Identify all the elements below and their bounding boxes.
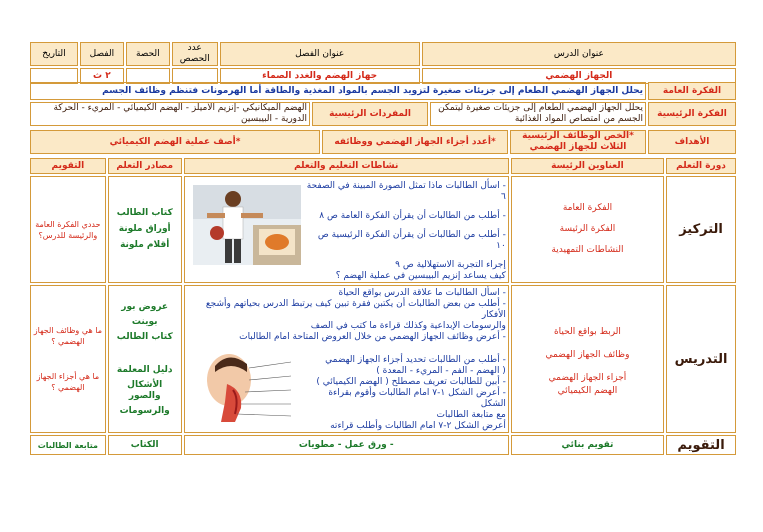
teaching-resources — [108, 285, 182, 433]
focus-activity-3: - أطلب من الطالبات أن يقرأن الفكرة الرئيسية ص ١٠ — [317, 230, 506, 251]
teaching-activity-a3: والرسومات الإبداعية وكذلك قراءة ما كتب في الصف — [310, 321, 506, 331]
stage-evaluation: التقويم — [666, 435, 736, 455]
focus-resources — [108, 176, 182, 283]
focus-heading-3: النشاطات التمهيدية — [551, 245, 624, 255]
chapter-title: جهاز الهضم والغدد الصماء — [220, 68, 420, 84]
teaching-activity-a2: - أطلب من بعض الطالبات أن يكتبن فقرة تبين كيف يرتبط الدرس بحياتهم وأشجع الأفكار — [205, 299, 506, 320]
teaching-assessment-b: ما هي أجزاء الجهاز الهضمي ؟ — [36, 372, 100, 392]
evaluation-assessment: متابعة الطالبات — [30, 435, 106, 455]
col-activities: نشاطات التعليم والتعلم — [184, 158, 509, 174]
teaching-activities — [184, 285, 509, 433]
teaching-resource-a2: بوينت — [131, 316, 158, 327]
evaluation-headings: تقويم بنائي — [511, 435, 664, 455]
teaching-heading-2: وظائف الجهاز الهضمي — [545, 350, 630, 360]
focus-activity-4: إجراء التجربة الاستهلالية ص ٩ — [395, 260, 506, 270]
lesson-title-label: عنوان الدرس — [422, 42, 736, 66]
focus-heading-2: الفكرة الرئيسة — [559, 224, 616, 234]
main-idea-table — [28, 100, 738, 128]
objective-1-text: *ألخص الوظائف الرئيسية الثلاث للجهاز الهضمي — [522, 131, 634, 152]
grade-value: ٢ ث — [80, 68, 124, 84]
teaching-activity-a4: - أعرض وظائف الجهاز الهضمي من خلال العروض المتاحة امام الطالبات — [239, 332, 506, 342]
teaching-activity-b6: أعرض الشكل ٢-٧ امام الطالبات وأطلب قراءته — [330, 421, 506, 431]
digestive-head-illustration — [191, 350, 297, 422]
objective-3-text: *أصف عملية الهضم الكيميائي — [109, 136, 241, 147]
objective-2 — [322, 130, 508, 154]
teaching-assessment-a: ما هي وظائف الجهاز الهضمي ؟ — [33, 326, 102, 346]
grade-label: الفصل — [80, 42, 124, 66]
lesson-title: الجهاز الهضمي — [422, 68, 736, 84]
chapter-title-label: عنوان الفصل — [220, 42, 420, 66]
focus-resource-2: أوراق ملونة — [118, 224, 171, 234]
general-idea-label: الفكرة العامة — [648, 82, 736, 100]
focus-assessment: حددي الفكرة العامة والرئيسة للدرس؟ — [30, 176, 106, 283]
general-idea-text: يحلل الجهاز الهضمي الطعام إلى جزيئات صغيرة لتزويد الجسم بالمواد المغذية والطاقة أما الهرمونات فتنظم وظائف الجسم — [30, 82, 646, 100]
teaching-resource-b3: والرسومات — [119, 405, 170, 416]
col-assessment: التقويم — [30, 158, 106, 174]
focus-activity-2: - أطلب من الطالبات أن يقرأن الفكرة العامة ص ٨ — [319, 211, 506, 221]
focus-resource-3: أقلام ملونة — [120, 240, 170, 250]
col-headings: العناوين الرئيسة — [511, 158, 664, 174]
stage-teaching: التدريس — [666, 285, 736, 433]
person-eating-illustration — [193, 185, 301, 265]
main-idea-text: يحلل الجهاز الهضمي الطعام إلى جزيئات صغيرة ليتمكن الجسم من امتصاص المواد الغذائية — [430, 102, 646, 126]
objectives-label: الأهداف — [648, 130, 736, 154]
teaching-heading-4: الهضم الكيميائي — [557, 386, 618, 396]
focus-heading-1: الفكرة العامة — [562, 203, 613, 213]
teaching-resource-b1: دليل المعلمة — [116, 364, 173, 375]
objective-3 — [30, 130, 320, 154]
vocab-text: الهضم الميكانيكي -إنزيم الاميلز - الهضم الكيميائي - المريء - الحركة الدورية - البيبسين — [30, 102, 310, 126]
col-resources: مصادر التعلم — [108, 158, 182, 174]
col-cycle: دورة التعلم — [666, 158, 736, 174]
vocab-label: المفردات الرئيسية — [312, 102, 428, 126]
evaluation-resources: الكتاب — [108, 435, 182, 455]
plan-table — [28, 156, 738, 457]
teaching-resource-b2: الأشكال والصور — [127, 379, 163, 401]
teaching-resource-a3: كتاب الطالب — [116, 331, 173, 342]
periods-label: عدد الحصص — [172, 42, 218, 66]
teaching-heading-1: الربط بواقع الحياة — [553, 327, 621, 337]
class-label: الحصة — [126, 42, 170, 66]
evaluation-activities: - ورق عمل - مطويات — [184, 435, 509, 455]
teaching-activity-b4: - أعرض الشكل ١-٧ امام الطالبات وأقوم بقراءة الشكل — [328, 388, 506, 409]
teaching-activity-b3: - أبين للطالبات تعريف مصطلح ( الهضم الكيميائي ) — [316, 377, 506, 387]
teaching-heading-3: أجزاء الجهاز الهضمي — [548, 373, 627, 383]
focus-headings — [511, 176, 664, 283]
teaching-headings — [511, 285, 664, 433]
objective-2-text: *أعدد أجزاء الجهاز الهضمي ووظائفه — [334, 136, 496, 147]
teaching-activity-b1: - أطلب من الطالبات تحديد أجزاء الجهاز الهضمي — [325, 355, 506, 365]
focus-resource-1: كتاب الطالب — [116, 208, 173, 218]
focus-activity-5: كيف يساعد إنزيم البيبسين في عملية الهضم ؟ — [335, 271, 506, 281]
focus-activity-1: - اسأل الطالبات ماذا تمثل الصورة المبينة في الصفحة ٦ — [306, 181, 506, 202]
objectives-table — [28, 128, 738, 156]
teaching-activity-b2: ( الهضم - الفم - المريء - المعدة ) — [376, 366, 506, 376]
teaching-assessment — [30, 285, 106, 433]
general-idea-table — [28, 80, 738, 102]
teaching-resource-a1: عروض بور — [121, 301, 169, 312]
main-idea-label: الفكرة الرئيسية — [648, 102, 736, 126]
stage-focus: التركيز — [666, 176, 736, 283]
date-label: التاريخ — [30, 42, 78, 66]
focus-activities — [184, 176, 509, 283]
teaching-activity-a1: - اسأل الطالبات ما علاقة الدرس بواقع الحياة — [338, 288, 506, 298]
teaching-activity-b5: مع متابعة الطالبات — [436, 410, 506, 420]
objective-1 — [510, 130, 646, 154]
